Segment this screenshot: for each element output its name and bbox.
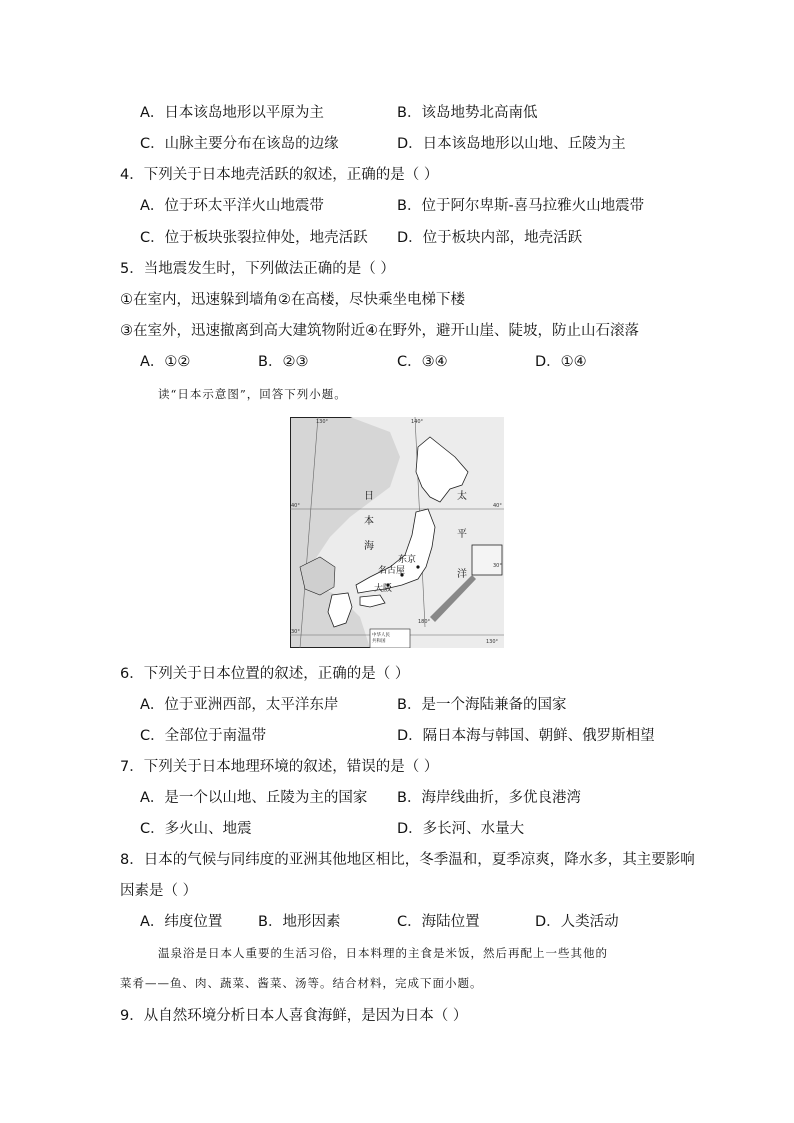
- q6-option-a: A．位于亚洲西部，太平洋东岸: [140, 697, 339, 713]
- q3-option-a: A．日本该岛地形以平原为主: [140, 105, 324, 121]
- q8-option-c: C．海陆位置: [397, 914, 480, 930]
- q4-option-c: C．位于板块张裂拉伸处，地壳活跃: [140, 230, 368, 246]
- sea-label-3: 海: [364, 541, 374, 552]
- tick-lon130-top: 130°: [316, 419, 329, 425]
- q8-option-d: D．人类活动: [535, 914, 619, 930]
- q7-stem: 7．下列关于日本地理环境的叙述，错误的是（ ）: [120, 759, 439, 775]
- tokyo-marker: [416, 565, 419, 568]
- q7-option-b: B．海岸线曲折，多优良港湾: [397, 790, 581, 806]
- q4-stem: 4．下列关于日本地壳活跃的叙述，正确的是（ ）: [120, 167, 439, 183]
- sea-label-1: 日: [364, 491, 374, 502]
- q5-option-d: D．①④: [535, 354, 587, 370]
- q4-option-b: B．位于阿尔卑斯-喜马拉雅火山地震带: [397, 198, 645, 214]
- city-nagoya: 名古屋: [378, 566, 406, 576]
- sea-label-2: 本: [364, 516, 374, 527]
- inset-label-1: 中华人民: [372, 633, 390, 638]
- tick-lat30-right: 30°: [493, 563, 502, 569]
- q6-option-d: D．隔日本海与韩国、朝鲜、俄罗斯相望: [397, 728, 655, 744]
- material-line-1: 温泉浴是日本人重要的生活习俗，日本料理的主食是米饭，然后再配上一些其他的: [158, 946, 608, 960]
- q5-option-b: B．②③: [258, 354, 309, 370]
- q8-option-b: B．地形因素: [258, 914, 341, 930]
- ocean-label-2: 平: [457, 529, 467, 540]
- q5-option-a: A．①②: [140, 354, 191, 370]
- q4-option-d: D．位于板块内部，地壳活跃: [397, 230, 583, 246]
- tick-lat40-left: 40°: [291, 503, 300, 509]
- q6-option-c: C．全部位于南温带: [140, 728, 267, 744]
- inset-label-2: 共和国: [372, 639, 386, 644]
- city-osaka: 大阪: [374, 584, 393, 594]
- map-intro: 读“日本示意图”，回答下列小题。: [158, 387, 347, 401]
- q5-option-c: C．③④: [397, 354, 448, 370]
- q7-option-d: D．多长河、水量大: [397, 821, 525, 837]
- tick-lon180: 180°: [418, 619, 431, 625]
- q8-stem-line-2: 因素是（ ）: [120, 883, 198, 899]
- q6-option-b: B．是一个海陆兼备的国家: [397, 697, 567, 713]
- tick-lon140-top: 140°: [411, 419, 424, 425]
- q5-stem: 5．当地震发生时，下列做法正确的是（ ）: [120, 261, 395, 277]
- q6-stem: 6．下列关于日本位置的叙述，正确的是（ ）: [120, 666, 410, 682]
- material-line-2: 菜肴——鱼、肉、蔬菜、酱菜、汤等。结合材料，完成下面小题。: [120, 976, 483, 990]
- q7-option-c: C．多火山、地震: [140, 821, 252, 837]
- q3-option-c: C．山脉主要分布在该岛的边缘: [140, 136, 339, 152]
- city-tokyo: 东京: [398, 555, 417, 565]
- tick-lat40-right: 40°: [493, 503, 502, 509]
- q5-statement-line-1: ①在室内，迅速躲到墙角②在高楼，尽快乘坐电梯下楼: [120, 292, 465, 308]
- ocean-label-3: 洋: [457, 569, 467, 580]
- q8-option-a: A．纬度位置: [140, 914, 223, 930]
- q4-option-a: A．位于环太平洋火山地震带: [140, 198, 324, 214]
- ocean-label-1: 太: [457, 491, 467, 502]
- q9-stem: 9．从自然环境分析日本人喜食海鲜，是因为日本（ ）: [120, 1008, 468, 1024]
- q7-option-a: A．是一个以山地、丘陵为主的国家: [140, 790, 368, 806]
- tick-lon130-bottom: 130°: [486, 639, 499, 645]
- q5-statement-line-2: ③在室外，迅速撤离到高大建筑物附近④在野外，避开山崖、陡坡，防止山石滚落: [120, 323, 639, 339]
- q3-option-d: D．日本该岛地形以山地、丘陵为主: [397, 136, 626, 152]
- q8-stem-line-1: 8．日本的气候与同纬度的亚洲其他地区相比，冬季温和，夏季凉爽，降水多，其主要影响: [120, 852, 695, 868]
- q3-option-b: B．该岛地势北高南低: [397, 105, 538, 121]
- japan-map: [290, 417, 504, 648]
- tick-lat30-left: 30°: [291, 629, 300, 635]
